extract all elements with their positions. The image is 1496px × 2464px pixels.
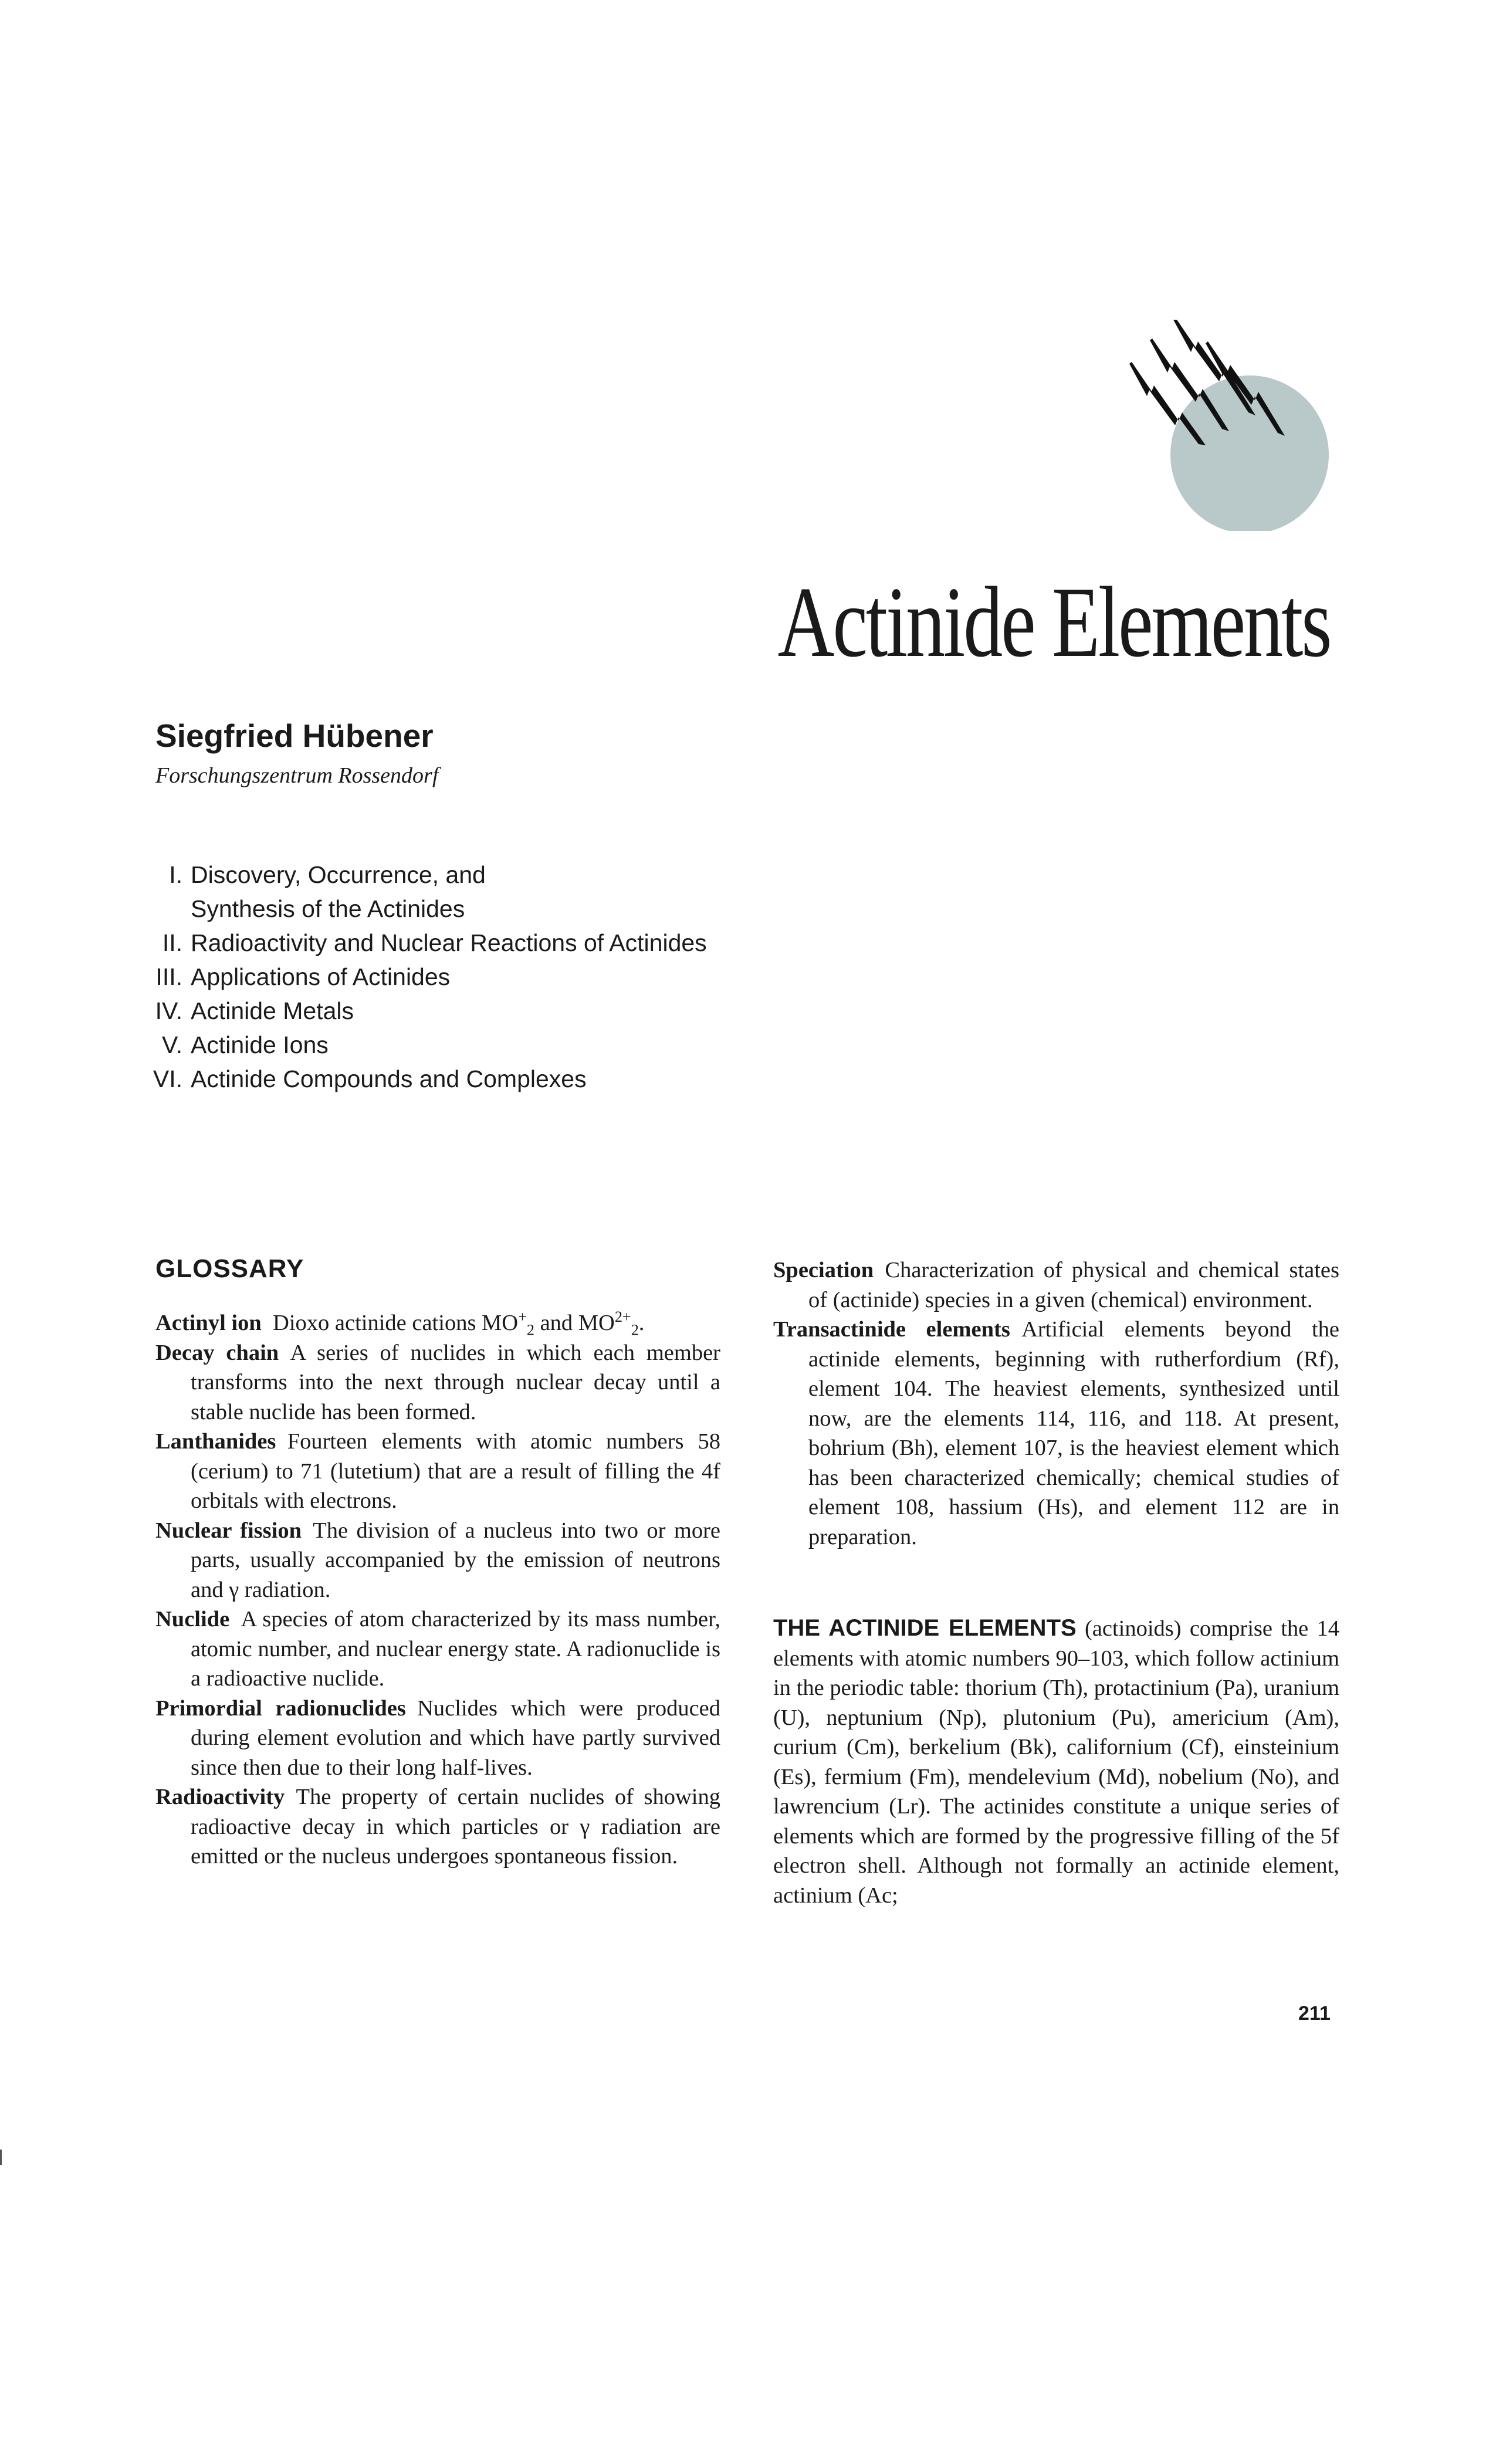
toc-number: VI.: [153, 1065, 182, 1092]
glossary-term: Transactinide elements: [773, 1317, 1010, 1342]
glossary-entry-decay-chain: [155, 1338, 720, 1427]
glossary-entry-radioactivity: [155, 1782, 720, 1871]
subscript: 2: [631, 1321, 639, 1339]
toc-text: Discovery, Occurrence, and Synthesis of the Actinides: [191, 861, 486, 922]
glossary-term: Radioactivity: [155, 1785, 285, 1809]
toc-number: II.: [162, 929, 182, 956]
toc-item: [117, 1028, 821, 1062]
intro-lead: THE ACTINIDE ELEMENTS: [773, 1615, 1077, 1641]
glossary-term: Speciation: [773, 1258, 874, 1282]
glossary-entry-nuclear-fission: [155, 1516, 720, 1605]
glossary-definition-cont: and MO: [534, 1311, 615, 1335]
toc-text: Actinide Metals: [191, 997, 354, 1024]
page-number: 211: [1298, 2002, 1331, 2025]
right-column: [773, 1255, 1339, 1910]
toc-item: [117, 926, 821, 960]
glossary-definition: Fourteen elements with atomic numbers 58 (cerium) to 71 (lutetium) that are a result of filling the 4f orbitals with electrons.: [191, 1429, 720, 1513]
edge-mark: [0, 2150, 2, 2165]
subscript: 2: [526, 1321, 534, 1339]
intro-text: (actinoids) comprise the 14 elements with atomic numbers 90–103, which follow actinium in the periodic table: thorium (Th), protactinium (Pa), uranium (U), neptunium (Np), plutonium (Pu), americium (Am), curium (Cm), berkelium (Bk), californium (Cf), einsteinium (Es), fermium (Fm), mendelevium (Md), nobelium (No), and lawrencium (Lr). The actinides constitute a unique series of elements which are formed by the progressive filling of the 5f electron shell. Although not formally an actinide element, actinium (Ac;: [773, 1616, 1339, 1908]
glossary-definition: The division of a nucleus into two or more parts, usually accompanied by the emission of neutrons and γ radiation.: [191, 1518, 720, 1602]
toc-item: [117, 960, 821, 994]
glossary-term: Decay chain: [155, 1340, 279, 1365]
glossary-entry-actinyl-ion: [155, 1308, 720, 1338]
glossary-term: Nuclear fission: [155, 1518, 302, 1543]
author-affiliation: Forschungszentrum Rossendorf: [155, 763, 439, 788]
glossary-definition: The property of certain nuclides of showing radioactive decay in which particles or γ radiation are emitted or the nucleus undergoes spontaneous fission.: [191, 1785, 720, 1869]
glossary-entry-primordial-radionuclides: [155, 1694, 720, 1783]
glossary-definition-end: .: [638, 1311, 645, 1335]
toc-text: Actinide Ions: [191, 1031, 329, 1058]
glossary-term: Primordial radionuclides: [155, 1695, 406, 1721]
author-name: Siegfried Hübener: [155, 717, 434, 754]
toc-number: IV.: [155, 997, 182, 1024]
toc-text: Applications of Actinides: [191, 963, 451, 990]
toc-text: Actinide Compounds and Complexes: [191, 1065, 587, 1092]
toc-number: V.: [162, 1031, 182, 1058]
toc-number: III.: [155, 963, 182, 990]
glossary-definition: Artificial elements beyond the actinide elements, beginning with rutherfordium (Rf), element 104. The heaviest elements, synthesized until now, are the elements 114, 116, and 118. At present, bohrium (Bh), element 107, is the heaviest element which has been characterized chemically; chemical studies of element 108, hassium (Hs), and element 112 are in preparation.: [808, 1317, 1339, 1549]
glossary-definition: A species of atom characterized by its mass number, atomic number, and nuclear energy state. A radionuclide is a radioactive nuclide.: [191, 1607, 720, 1691]
intro-paragraph: [773, 1613, 1339, 1910]
glossary-term: Lanthanides: [155, 1429, 276, 1454]
glossary-definition: Dioxo actinide cations MO: [273, 1311, 519, 1335]
glossary-term: Nuclide: [155, 1607, 230, 1632]
charge-superscript: 2+: [614, 1308, 631, 1326]
glossary-heading: GLOSSARY: [155, 1254, 304, 1283]
lightning-bolts-logo-icon: [1118, 320, 1335, 531]
charge-superscript: +: [518, 1308, 527, 1326]
glossary-entry-speciation: [773, 1255, 1339, 1315]
toc-number: I.: [169, 861, 182, 888]
glossary-term: Actinyl ion: [155, 1311, 262, 1335]
toc-item: [117, 858, 821, 926]
glossary-definition: A series of nuclides in which each member transforms into the next through nuclear decay until a stable nuclide has been formed.: [191, 1340, 720, 1424]
left-column: [155, 1308, 720, 1871]
page-title: Actinide Elements: [777, 567, 1330, 678]
toc-item: [117, 994, 821, 1028]
glossary-entry-lanthanides: [155, 1427, 720, 1516]
toc-text: Radioactivity and Nuclear Reactions of Actinides: [191, 929, 707, 956]
glossary-entry-nuclide: [155, 1605, 720, 1694]
glossary-definition: Characterization of physical and chemical states of (actinide) species in a given (chemical) environment.: [808, 1258, 1339, 1312]
glossary-definition: Nuclides which were produced during element evolution and which have partly survived since then due to their long half-lives.: [191, 1695, 720, 1780]
table-of-contents: [117, 858, 821, 1096]
glossary-entry-transactinide-elements: [773, 1315, 1339, 1552]
toc-item: [117, 1062, 821, 1096]
